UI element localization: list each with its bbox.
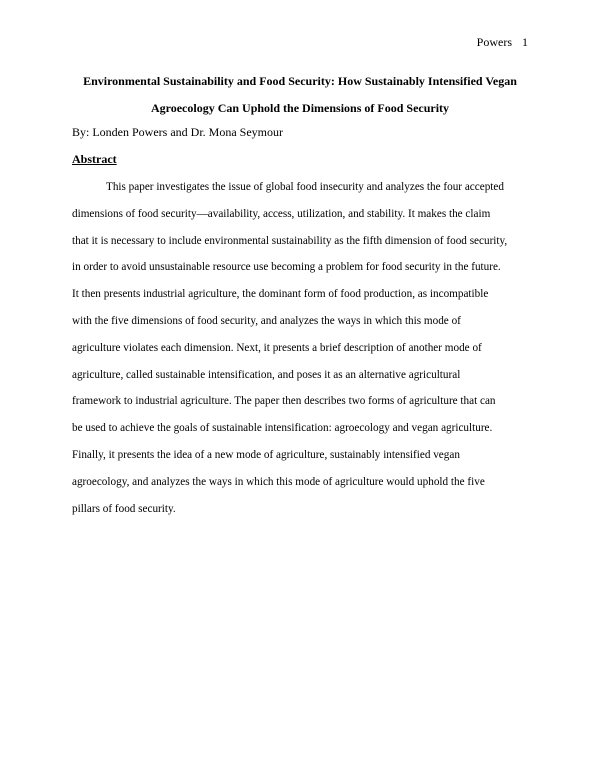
running-header xyxy=(477,34,528,50)
title-line-1: Environmental Sustainability and Food Security: How Sustainably Intensified Vegan xyxy=(83,74,517,88)
abstract-line: It then presents industrial agriculture, the dominant form of food production, as incompatible xyxy=(72,288,489,301)
page-number: 1 xyxy=(522,35,528,49)
abstract-line: This paper investigates the issue of global food insecurity and analyzes the four accepted xyxy=(106,181,504,193)
paper-title xyxy=(72,68,528,122)
title-line-2: Agroecology Can Uphold the Dimensions of Food Security xyxy=(150,101,450,115)
abstract-line: agriculture violates each dimension. Next, it presents a brief description of another mode of xyxy=(72,341,482,354)
abstract-line: dimensions of food security—availability, access, utilization, and stability. It makes the claim xyxy=(72,207,491,220)
abstract-line: be used to achieve the goals of sustainable intensification: agroecology and vegan agriculture. xyxy=(72,422,493,435)
abstract-line: framework to industrial agriculture. The paper then describes two forms of agriculture that can xyxy=(72,395,496,408)
abstract-line: in order to avoid unsustainable resource use becoming a problem for food security in the future. xyxy=(72,261,501,274)
abstract-line: agroecology, and analyzes the ways in which this mode of agriculture would uphold the five xyxy=(72,475,485,488)
header-author-surname: Powers xyxy=(476,35,512,49)
abstract-line: agriculture, called sustainable intensification, and poses it as an alternative agricultural xyxy=(72,368,461,381)
abstract-paragraph xyxy=(72,174,528,522)
abstract-line: with the five dimensions of food security, and analyzes the ways in which this mode of xyxy=(72,314,461,327)
abstract-heading: Abstract xyxy=(72,152,117,166)
abstract-line: pillars of food security. xyxy=(72,502,176,515)
abstract-line: Finally, it presents the idea of a new mode of agriculture, sustainably intensified vegan xyxy=(72,448,460,461)
author-byline: By: Londen Powers and Dr. Mona Seymour xyxy=(72,125,283,139)
abstract-line: that it is necessary to include environmental sustainability as the fifth dimension of food security, xyxy=(72,234,508,247)
